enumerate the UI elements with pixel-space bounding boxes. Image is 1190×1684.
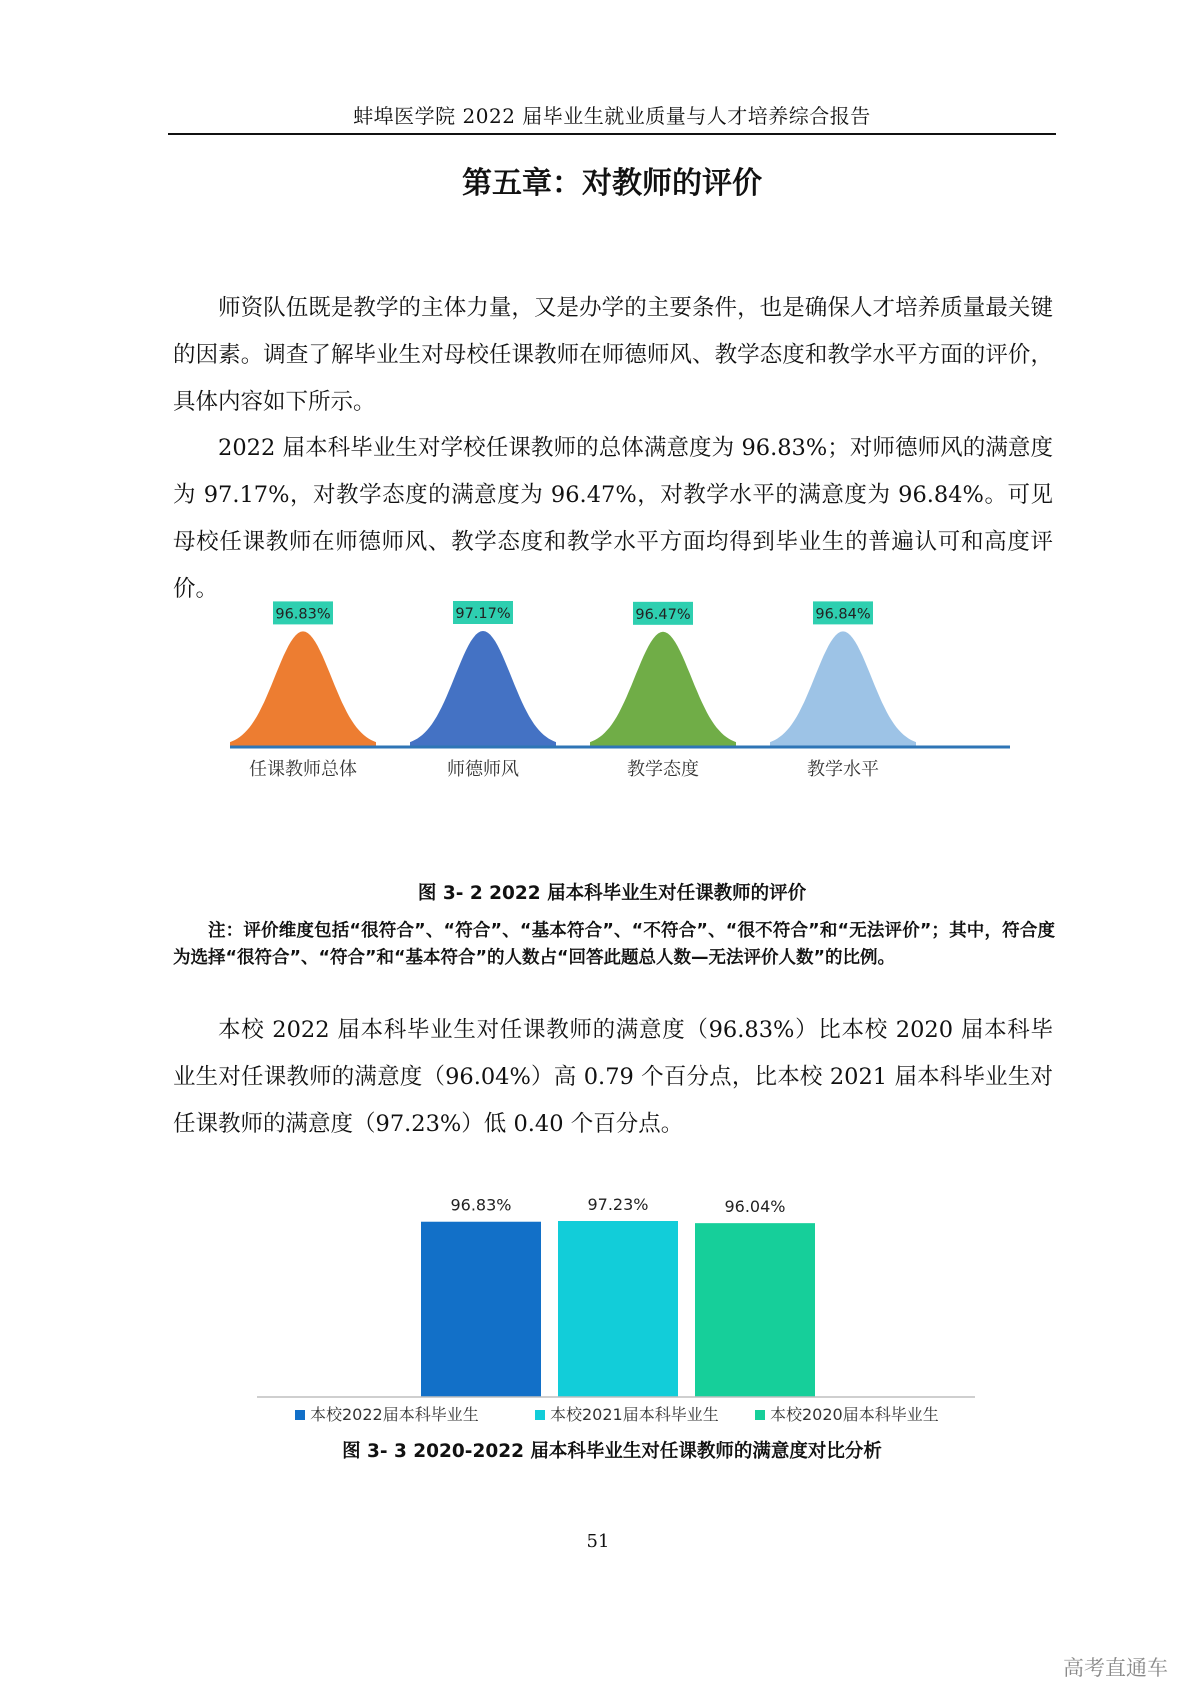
- bar-value-label-1: 96.83%: [450, 1195, 512, 1215]
- bar-value-label-2: 97.23%: [587, 1195, 649, 1214]
- legend-swatch-3: [755, 1410, 765, 1420]
- body-paragraph-satisfaction: 2022 届本科毕业生对学校任课教师的总体满意度为 96.83%；对师德师风的满意度为 97.17%，对教学态度的满意度为 96.47%，对教学水平的满意度为 96.84%。可见母校任课教师在师德师风、教学态度和教学水平方面均得到毕业生的普遍认可和高度评价。: [173, 435, 1053, 602]
- page-number: 51: [586, 1531, 610, 1552]
- legend-swatch-2: [535, 1410, 545, 1420]
- legend-swatch-1: [295, 1410, 305, 1420]
- evaluation-peak-chart: [220, 606, 1020, 860]
- page-header: 蚌埠医学院 2022 届毕业生就业质量与人才培养综合报告: [353, 104, 871, 128]
- peak-mark-2: [410, 631, 556, 746]
- header-rule: [168, 133, 1056, 135]
- category-label-3: 教学态度: [627, 759, 699, 780]
- peak-mark-1: [230, 631, 376, 746]
- watermark: 高考直通车: [1063, 1656, 1168, 1680]
- legend-label-3: 本校2020届本科毕业生: [770, 1405, 939, 1424]
- data-label-1: 96.83%: [275, 606, 331, 623]
- bar-3: [695, 1223, 815, 1397]
- satisfaction-comparison-chart: [255, 1172, 995, 1424]
- category-label-2: 师德师风: [447, 759, 519, 780]
- category-label-1: 任课教师总体: [249, 759, 357, 780]
- body-paragraph-comparison: 本校 2022 届本科毕业生对任课教师的满意度（96.83%）比本校 2020 届本科毕业生对任课教师的满意度（96.04%）高 0.79 个百分点，比本校 2021 届本科毕业生对任课教师的满意度（97.23%）低 0.40 个百分点。: [173, 1017, 1053, 1137]
- legend-label-2: 本校2021届本科毕业生: [550, 1405, 719, 1424]
- data-label-4: 96.84%: [815, 606, 871, 623]
- bar-2: [558, 1221, 678, 1397]
- peak-mark-4: [770, 631, 916, 746]
- figure-3-2-caption: 图 3- 2 2022 届本科毕业生对任课教师的评价: [417, 883, 807, 904]
- body-paragraph-intro: 师资队伍既是教学的主体力量，又是办学的主要条件，也是确保人才培养质量最关键的因素。调查了解毕业生对母校任课教师在师德师风、教学态度和教学水平方面的评价，具体内容如下所示。: [173, 295, 1053, 415]
- peak-mark-3: [590, 632, 736, 746]
- evaluation-peak-svg: [220, 606, 1020, 860]
- data-label-2: 97.17%: [455, 606, 511, 622]
- bar-value-label-3: 96.04%: [724, 1197, 786, 1217]
- category-label-4: 教学水平: [807, 759, 879, 780]
- chapter-title: 第五章：对教师的评价: [462, 166, 762, 201]
- bar-1: [421, 1222, 541, 1397]
- satisfaction-bar-svg: [255, 1172, 995, 1424]
- data-label-3: 96.47%: [635, 606, 691, 623]
- figure-note: 注：评价维度包括“很符合”、“符合”、“基本符合”、“不符合”、“很不符合”和“无法评价”；其中，符合度为选择“很符合”、“符合”和“基本符合”的人数占“回答此题总人数—无法评价人数”的比例。: [173, 921, 1055, 968]
- figure-3-3-caption: 图 3- 3 2020-2022 届本科毕业生对任课教师的满意度对比分析: [342, 1441, 882, 1462]
- legend-label-1: 本校2022届本科毕业生: [310, 1405, 479, 1424]
